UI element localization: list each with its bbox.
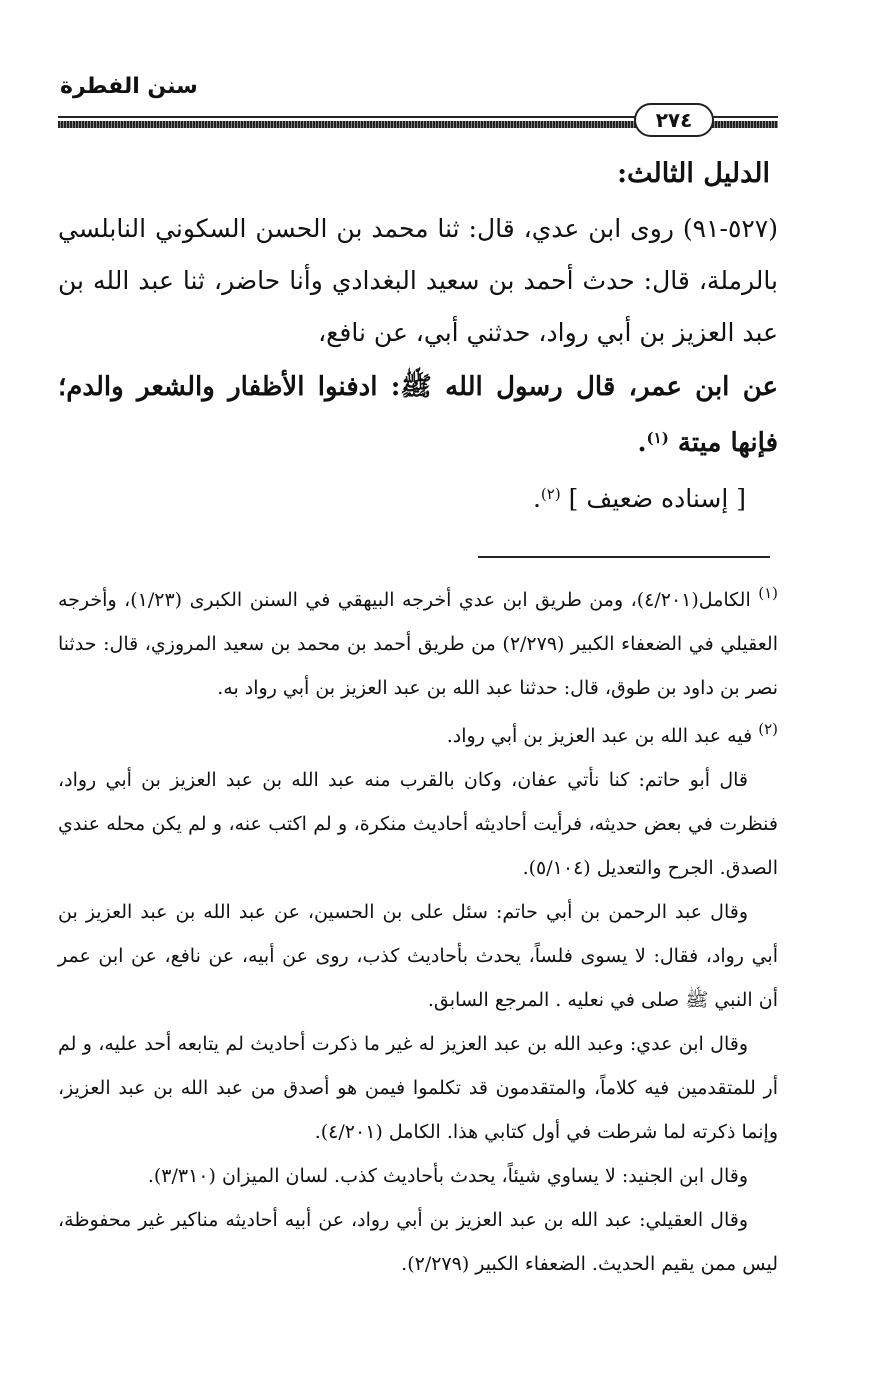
footnote-1-text: الكامل(٤/٢٠١)، ومن طريق ابن عدي أخرجه البيهقي في السنن الكبرى (١/٢٣)، وأخرجه العقيلي في الضعفاء الكبير (٢/٢٧٩) من طريق أحمد بن محمد بن سعيد المروزي، قال: حدثنا نصر بن داود بن طوق، قال: حدثنا عبد الله بن عبد العزيز بن أبي رواد به. [58,589,778,699]
footnote-2 [58,714,778,758]
footnote-separator [478,556,770,558]
footnote-1 [58,578,778,710]
hadith-body: عن ابن عمر، قال رسول الله ﷺ: ادفنوا الأظفار والشعر والدم؛ فإنها ميتة [58,372,778,458]
footnote-2-marker: (٢) [758,720,778,738]
page-number: ٢٧٤ [634,103,714,137]
quote-abdulrahman: وقال عبد الرحمن بن أبي حاتم: سئل على بن الحسين، عن عبد الله بن عبد العزيز بن أبي رواد، فقال: لا يسوى فلساً، يحدث بأحاديث كذب، روى عن أبيه، عن نافع، عن ابن عمر أن النبي ﷺ صلى في نعليه . المرجع السابق. [58,901,778,1011]
grading-text: [ إسناده ضعيف ] [568,484,746,513]
main-text [58,158,778,525]
quote-ibn-junaid: وقال ابن الجنيد: لا يساوي شيئاً، يحدث بأحاديث كذب. لسان الميزان (٣/٣١٠). [147,1165,748,1187]
footnote-2-text: فيه عبد الله بن عبد العزيز بن أبي رواد. [446,725,753,747]
footnote-1-marker: (١) [758,584,778,602]
section-heading: الدليل الثالث: [617,158,770,189]
hadith-text: عن ابن عمر، قال رسول الله ﷺ: ادفنوا الأظفار والشعر والدم؛ فإنها ميتة $^{(١)}$. [58,372,778,458]
grading: [ إسناده ضعيف ] $^{(٢)}$. [532,484,746,513]
quote-ibn-adi: وقال ابن عدي: وعبد الله بن عبد العزيز له غير ما ذكرت أحاديث لم يتابعه أحد عليه، و لم أر للمتقدمين فيه كلاماً، والمتقدمون قد تكلموا فيمن هو أصدق من عبد الله بن عبد العزيز، وإنما ذكرته لما شرطت في أول كتابي هذا. الكامل (٤/٢٠١). [58,1033,778,1143]
footnotes [58,578,778,1286]
quote-uqaili: وقال العقيلي: عبد الله بن عبد العزيز بن أبي رواد، عن أبيه أحاديثه مناكير غير محفوظة، ليس ممن يقيم الحديث. الضعفاء الكبير (٢/٢٧٩). [58,1209,778,1275]
footnote-ref-1: (١) [646,429,669,447]
isnad-paragraph: (٥٢٧-٩١) روى ابن عدي، قال: ثنا محمد بن الحسن السكوني النابلسي بالرملة، قال: حدث أحمد بن سعيد البغدادي وأنا حاضر، ثنا عبد الله بن عبد العزيز بن أبي رواد، حدثني أبي، عن نافع، [58,214,778,347]
running-header-title: سنن الفطرة [60,74,198,99]
quote-abu-hatim: قال أبو حاتم: كنا نأتي عفان، وكان بالقرب منه عبد الله بن عبد العزيز بن أبي رواد، فنظرت في بعض حديثه، فرأيت أحاديثه أحاديث منكرة، و لم اكتب عنه، و لم يكن محله عندي الصدق. الجرح والتعديل (٥/١٠٤). [58,769,778,879]
footnote-ref-2: (٢) [540,485,561,503]
